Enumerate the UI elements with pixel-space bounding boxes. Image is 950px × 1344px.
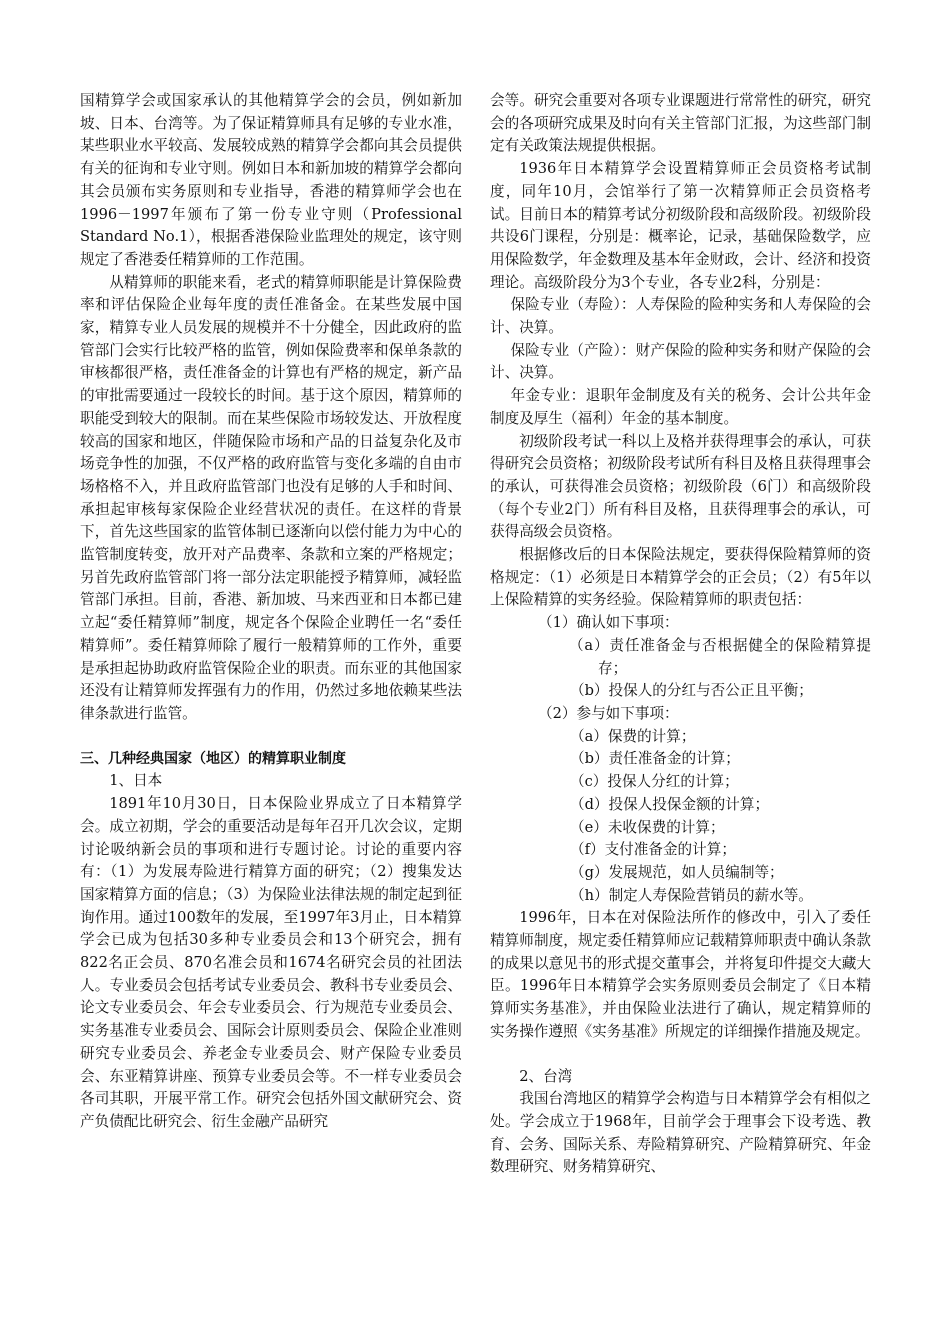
list-item: （e）未收保费的计算； [570,818,725,836]
section-heading: 三、几种经典国家（地区）的精算职业制度 [80,750,346,767]
paragraph: 国精算学会或国家承认的其他精算学会的会员，例如新加坡、日本、台湾等。为了保证精算师具有足够的专业水准，某些职业水平较高、发展较成熟的精算学会都向其会员提供有关的征询和专业守则。例如日本和新加坡的精算学会都向其会员颁布实务原则和专业指导，香港的精算师学会也在1996－1997年颁布了第一份专业守则（Professional Standard No.1），根据香港保险业监理处的规定，该守则规定了香港委任精算师的工作范围。 [80,92,462,268]
list-item: （d）投保人投保金额的计算； [570,795,770,813]
left-column [80,90,462,1134]
paragraph: 年金专业：退职年金制度及有关的税务、会计公共年金制度及厚生（福利）年金的基本制度。 [490,387,871,427]
paragraph: 1936年日本精算学会设置精算师正会员资格考试制度，同年10月，会馆举行了第一次精算师正会员资格考试。目前日本的精算考试分初级阶段和高级阶段。初级阶段共设6门课程，分别是：概率论，记录，基础保险数学，应用保险数学，年金数理及基本年金财政，会计、经济和投资理论。高级阶段分为3个专业，各专业2科，分别是： [490,160,871,291]
list-item: （b）投保人的分红与否公正且平衡； [570,682,813,700]
spacer [80,726,462,748]
right-column [490,90,871,1179]
list-title: （1）确认如下事项： [538,614,679,632]
paragraph: 从精算师的职能来看，老式的精算师职能是计算保险费率和评估保险企业每年度的责任准备金。在某些发展中国家，精算专业人员发展的规模并不十分健全，因此政府的监管部门会实行比较严格的监管，例如保险费率和保单条款的审核都很严格，责任准备金的计算也有严格的规定，新产品的审批需要通过一段较长的时间。基于这个原因，精算师的职能受到较大的限制。而在某些保险市场较发达、开放程度较高的国家和地区，伴随保险市场和产品的日益复杂化及市场竞争性的加强，不仅严格的政府监管与变化多端的自由市场格格不入，并且政府监管部门也没有足够的人手和时间、承担起审核每家保险企业经营状况的责任。在这样的背景下，首先这些国家的监管体制已逐渐向以偿付能力为中心的监管制度转变，放开对产品费率、条款和立案的严格规定；另首先政府监管部门将一部分法定职能授予精算师，减轻监管部门承担。目前，香港、新加坡、马来西亚和日本都已建立起“委任精算师”制度，规定各个保险企业聘任一名“委任精算师”。委任精算师除了履行一般精算师的工作外，重要是承担起协助政府监管保险企业的职责。而东亚的其他国家还没有让精算师发挥强有力的作用，仍然过多地依赖某些法律条款进行监管。 [80,273,462,722]
paragraph: 保险专业（产险）：财产保险的险种实务和财产保险的会计、决算。 [490,341,871,382]
paragraph: 会等。研究会重要对各项专业课题进行常常性的研究，研究会的各项研究成果及时向有关主管部门汇报，为这些部门制定有关政策法规提供根据。 [490,92,871,155]
list-item: （g）发展规范，如人员编制等； [570,863,784,881]
paragraph: 1996年，日本在对保险法所作的修改中，引入了委任精算师制度，规定委任精算师应记载精算师职责中确认条款的成果以意见书的形式提交董事会，并将复印件提交大藏大臣。1996年日本精算学会实务原则委员会制定了《日本精算师实务基准》，并由保险业法进行了确认，规定精算师的实务操作遵照《实务基准》所规定的详细操作措施及规定。 [490,909,871,1040]
paragraph: 保险专业（寿险）：人寿保险的险种实务和人寿保险的会计、决算。 [490,296,871,337]
list-item: （a）责任准备金与否根据健全的保险精算提存； [569,636,871,677]
subsection-heading: 1、日本 [109,772,163,790]
list-item: （b）责任准备金的计算； [570,750,740,768]
paragraph: 根据修改后的日本保险法规定，要获得保险精算师的资格规定：（1）必须是日本精算学会的正会员；（2）有5年以上保险精算的实务经验。保险精算师的职责包括： [490,546,871,609]
spacer [490,1044,871,1066]
subsection-heading: 2、台湾 [519,1067,573,1085]
list-item: （a）保费的计算； [570,727,696,745]
list-title: （2）参与如下事项： [538,704,679,722]
list-item: （f）支付准备金的计算； [570,841,736,859]
paragraph: 1891年10月30日，日本保险业界成立了日本精算学会。成立初期，学会的重要活动是每年召开几次会议，定期讨论吸纳新会员的事项和进行专题讨论。讨论的重要内容有：（1）为发展寿险进行精算方面的研究；（2）搜集发达国家精算方面的信息；（3）为保险业法律法规的制定起到征询作用。通过100数年的发展，至1997年3月止，日本精算学会已成为包括30多种专业委员会和13个研究会，拥有822名正会员、870名准会员和1674名研究会员的社团法人。专业委员会包括考试专业委员会、教科书专业委员会、论文专业委员会、年会专业委员会、行为规范专业委员会、实务基准专业委员会、国际会计原则委员会、保险企业准则研究专业委员会、养老金专业委员会、财产保险专业委员会、东亚精算讲座、预算专业委员会等。不一样专业委员会各司其职，开展平常工作。研究会包括外国文献研究会、资产负债配比研究会、衍生金融产品研究 [80,795,462,1130]
paragraph: 我国台湾地区的精算学会构造与日本精算学会有相似之处。学会成立于1968年，目前学会于理事会下设考选、教育、会务、国际关系、寿险精算研究、产险精算研究、年金数理研究、财务精算研究、 [490,1090,871,1176]
list-item: （c）投保人分红的计算； [570,773,739,791]
paragraph: 初级阶段考试一科以上及格并获得理事会的承认，可获得研究会员资格；初级阶段考试所有科目及格且获得理事会的承认，可获得准会员资格；初级阶段（6门）和高级阶段（每个专业2门）所有科目及格，且获得理事会的承认，可获得高级会员资格。 [490,432,871,541]
list-item: （h）制定人寿保险营销员的薪水等。 [570,886,813,904]
